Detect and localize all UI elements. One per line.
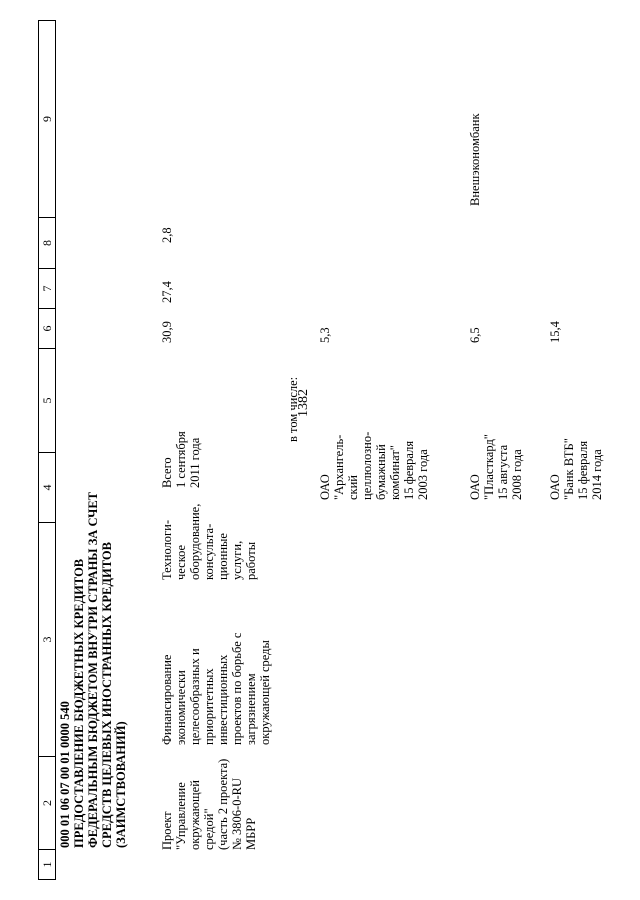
project-name-line: МБРР (244, 817, 258, 850)
borrower-line: ОАО (548, 474, 562, 500)
column-header-1: 1 (38, 850, 56, 880)
project-name-line: окружающей (188, 780, 202, 850)
borrower-col6-value: 15,4 (548, 321, 562, 343)
project-total-line: 1 сентября (174, 431, 188, 488)
project-type-line: услуги, (230, 540, 244, 580)
project-purpose-line: загрязнением (244, 673, 258, 745)
project-total-line: Всего (160, 457, 174, 488)
project-type-line: оборудование, (188, 503, 202, 580)
borrower-col6-value: 6,5 (468, 327, 482, 343)
borrower-line: 15 августа (496, 444, 510, 500)
project-type-line: Технологи- (160, 519, 174, 580)
borrower-line: 15 февраля (576, 440, 590, 500)
column-header-3: 3 (38, 523, 56, 757)
project-agent-bank: Внешэкономбанк (468, 113, 482, 206)
project-type-line: консульта- (202, 523, 216, 580)
section-title-line: (ЗАИМСТВОВАНИЙ) (114, 721, 128, 848)
project-name-line: "Управление (174, 782, 188, 850)
column-header-8: 8 (38, 218, 56, 269)
project-col7-value: 27,4 (160, 281, 174, 303)
page-number: 1382 (296, 389, 311, 417)
borrower-line: целлюлозно- (360, 431, 374, 500)
column-header-5: 5 (38, 349, 56, 453)
project-col8-value: 2,8 (160, 227, 174, 243)
borrower-line: ОАО (318, 474, 332, 500)
project-purpose-line: Финансирование (160, 654, 174, 745)
borrower-line: бумажный (374, 444, 388, 500)
borrower-line: "Архангель- (332, 434, 346, 500)
section-title-line: СРЕДСТВ ЦЕЛЕВЫХ ИНОСТРАННЫХ КРЕДИТОВ (100, 542, 114, 848)
including-label: в том числе: (286, 376, 300, 442)
project-name-line: № 3806-0-RU (230, 778, 244, 850)
project-type-line: работы (244, 541, 258, 580)
borrower-line: "Пласткард" (482, 434, 496, 500)
section-code: 000 01 06 07 00 01 0000 540 (58, 701, 72, 848)
borrower-line: 2014 года (590, 449, 604, 500)
borrower-col6-value: 5,3 (318, 327, 332, 343)
project-purpose-line: инвестиционных (216, 654, 230, 745)
section-title-line: ФЕДЕРАЛЬНЫМ БЮДЖЕТОМ ВНУТРИ СТРАНЫ ЗА СЧЕТ (86, 491, 100, 848)
project-col6-value: 30,9 (160, 321, 174, 343)
project-purpose-line: проектов по борьбе с (230, 632, 244, 745)
column-header-7: 7 (38, 269, 56, 309)
project-purpose-line: приоритетных (202, 668, 216, 745)
column-header-6: 6 (38, 309, 56, 349)
borrower-line: комбинат" (388, 445, 402, 500)
project-name-line: средой" (202, 808, 216, 850)
project-type-line: ческое (174, 544, 188, 580)
borrower-line: ОАО (468, 474, 482, 500)
project-purpose-line: целесообразных и (188, 648, 202, 745)
column-header-2: 2 (38, 757, 56, 850)
project-name-line: (часть 2 проекта) (216, 758, 230, 850)
column-header-9: 9 (38, 20, 56, 218)
project-purpose-line: экономически (174, 670, 188, 745)
project-purpose-line: окружающей среды (258, 640, 272, 745)
rotated-table-sheet (38, 20, 604, 880)
project-type-line: ционные (216, 533, 230, 580)
column-header-4: 4 (38, 453, 56, 523)
borrower-line: "Банк ВТБ" (562, 438, 576, 500)
project-name-line: Проект (160, 811, 174, 850)
borrower-line: 2008 года (510, 449, 524, 500)
project-total-line: 2011 года (188, 437, 202, 488)
borrower-line: ский (346, 475, 360, 500)
section-title-line: ПРЕДОСТАВЛЕНИЕ БЮДЖЕТНЫХ КРЕДИТОВ (72, 558, 86, 848)
borrower-line: 15 февраля (402, 440, 416, 500)
borrower-line: 2003 года (416, 449, 430, 500)
